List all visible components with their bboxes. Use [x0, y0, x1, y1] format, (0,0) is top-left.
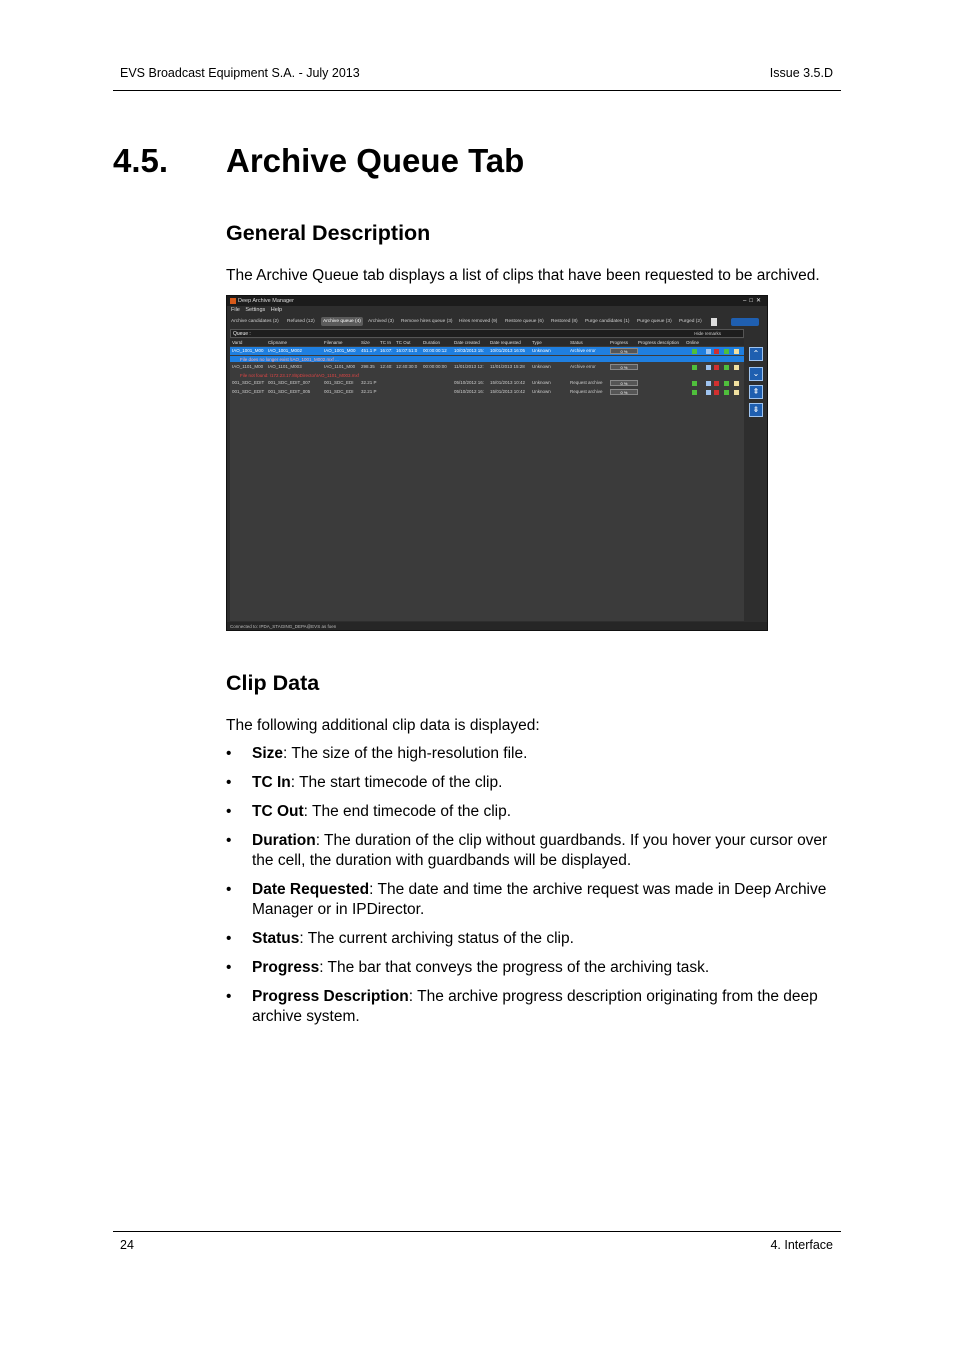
tab-item[interactable]: Purged (2) — [679, 319, 702, 324]
table-row[interactable] — [230, 363, 744, 371]
section-number: 4.5. — [113, 142, 169, 179]
column-header[interactable]: Online — [686, 340, 700, 345]
table-cell: 11/01/2013 12: — [454, 364, 484, 369]
table-row[interactable] — [230, 388, 744, 396]
page-header-left: EVS Broadcast Equipment S.A. - July 2013 — [120, 66, 360, 80]
window-title: Deep Archive Manager — [238, 297, 294, 304]
column-header[interactable]: Duration — [423, 340, 441, 345]
tab-item[interactable]: Restored (8) — [551, 319, 578, 324]
bullet-dot: • — [226, 803, 232, 820]
note-icon[interactable] — [734, 381, 739, 386]
clipdata-list — [226, 744, 831, 1036]
column-header[interactable]: VarId — [232, 340, 243, 345]
window-controls-icon[interactable]: –□✕ — [743, 298, 764, 304]
table-cell: Request archive — [570, 389, 603, 394]
section-title: Archive Queue Tab — [226, 142, 525, 179]
clipdata-desc: : The archive progress description originating from the deep archive system. — [252, 988, 818, 1025]
clipdata-item — [226, 880, 831, 920]
clipdata-desc: : The end timecode of the clip. — [303, 803, 512, 820]
tab-item[interactable]: Archive candidates (2) — [231, 319, 279, 324]
table-cell: 00:00:00:12 — [423, 348, 447, 353]
clipdata-desc: : The bar that conveys the progress of the archiving task. — [319, 959, 710, 976]
general-heading: General Description — [226, 221, 431, 245]
edit-icon[interactable] — [706, 381, 711, 386]
cancel-icon[interactable] — [714, 381, 719, 386]
bullet-dot: • — [226, 930, 232, 947]
tab-item[interactable]: Archived (3) — [368, 319, 394, 324]
bullet-dot: • — [226, 832, 232, 849]
table-cell: Archive error — [570, 348, 596, 353]
progress-bar: 0 % — [610, 389, 638, 395]
table-cell: 05/10/2012 16: — [454, 389, 485, 394]
play-icon[interactable] — [724, 365, 729, 370]
page-header-right: Issue 3.5.D — [769, 66, 833, 80]
clipdata-item — [226, 744, 831, 764]
tab-item[interactable]: Archive queue (4) — [323, 319, 361, 324]
queue-bar — [230, 329, 744, 338]
clipdata-term: TC Out — [252, 803, 304, 820]
clipdata-term: Size — [252, 745, 284, 762]
table-cell: Unknown — [532, 389, 551, 394]
progress-bar: 0 % — [610, 348, 638, 354]
clipdata-item — [226, 929, 831, 949]
online-icon[interactable] — [692, 381, 697, 386]
online-icon[interactable] — [692, 349, 697, 354]
bullet-dot: • — [226, 988, 232, 1005]
column-header[interactable]: TC Out — [396, 340, 411, 345]
cancel-icon[interactable] — [714, 365, 719, 370]
general-text: The Archive Queue tab displays a list of clips that have been requested to be archived. — [226, 267, 820, 284]
clipdata-term: Status — [252, 930, 300, 947]
clipdata-desc: : The date and time the archive request was made in Deep Archive Manager or in IPDirector. — [252, 881, 827, 918]
table-cell: 12:40:30:0 — [396, 364, 418, 369]
clipdata-desc: : The current archiving status of the clip. — [299, 930, 574, 947]
status-bar — [227, 622, 767, 630]
app-logo-icon — [230, 298, 236, 304]
search-icon[interactable] — [711, 318, 717, 326]
clipdata-item — [226, 802, 831, 822]
table-cell: 451.1 P — [361, 348, 377, 353]
table-cell: IAO_1001_M00 — [324, 348, 356, 353]
column-header[interactable]: TC In — [380, 340, 392, 345]
table-cell: 001_SDC_EDIT — [232, 389, 265, 394]
edit-icon[interactable] — [706, 349, 711, 354]
table-row[interactable] — [230, 347, 744, 355]
table-cell: IAO_1101_M00 — [324, 364, 356, 369]
column-header[interactable]: Status — [570, 340, 583, 345]
bullet-dot: • — [226, 959, 232, 976]
table-cell: Archive error — [570, 364, 596, 369]
clipdata-item — [226, 831, 831, 871]
table-cell: IAO_1001_M002 — [268, 348, 303, 353]
window-titlebar — [227, 296, 767, 306]
table-cell: Unknown — [532, 380, 551, 385]
header-rule — [113, 90, 841, 91]
row-remark: File not found: \172.23.17.8\IpDirector\IAO_1101_M003.mxf — [240, 372, 359, 378]
table-cell: 12:40: — [380, 364, 393, 369]
clipdata-term: TC In — [252, 774, 291, 791]
page-number: 24 — [120, 1238, 134, 1252]
refresh-button[interactable] — [731, 318, 759, 326]
table-row[interactable] — [230, 372, 744, 378]
move-top-icon[interactable]: ⇞ — [749, 385, 763, 399]
play-icon[interactable] — [724, 381, 729, 386]
clipdata-term: Duration — [252, 832, 316, 849]
table-cell: 10/01/2013 16:05 — [490, 348, 526, 353]
table-row[interactable] — [230, 356, 744, 362]
note-icon[interactable] — [734, 365, 739, 370]
edit-icon[interactable] — [706, 390, 711, 395]
queue-grid — [230, 339, 744, 621]
table-cell: 00:00:00:00 — [423, 364, 447, 369]
table-cell: 001_SDC_EDIT_005 — [268, 389, 311, 394]
row-remark: File does no longer exist \IAO_1001_M002.mxf ... — [240, 356, 339, 362]
column-header[interactable]: Clipname — [268, 340, 288, 345]
status-text: Connected to: IPDA_STAGING_DEPA@EVS as foen — [230, 623, 337, 629]
online-icon[interactable] — [692, 365, 697, 370]
clipdata-item — [226, 773, 831, 793]
table-row[interactable] — [230, 379, 744, 387]
bullet-dot: • — [226, 881, 232, 898]
table-cell: IAO_1001_M00 — [232, 348, 264, 353]
play-icon[interactable] — [724, 349, 729, 354]
cancel-icon[interactable] — [714, 349, 719, 354]
progress-bar: 0 % — [610, 364, 638, 370]
table-cell: Request archive — [570, 380, 603, 385]
column-header[interactable]: Date created — [454, 340, 480, 345]
column-header[interactable]: Type — [532, 340, 542, 345]
clipdata-desc: : The size of the high-resolution file. — [283, 745, 528, 762]
table-cell: 05/10/2012 16: — [454, 380, 485, 385]
table-cell: 11/01/2013 15:28 — [490, 364, 525, 369]
table-cell: 001_SDC_EDIT_007 — [268, 380, 311, 385]
table-cell: 15/01/2013 10:42 — [490, 389, 526, 394]
side-toolbar — [747, 329, 765, 621]
table-cell: 001_SDC_EDIT — [232, 380, 265, 385]
tab-item[interactable]: Restore queue (6) — [505, 319, 544, 324]
menu-bar[interactable]: File Settings Help — [231, 307, 283, 313]
play-icon[interactable] — [724, 390, 729, 395]
tab-bar[interactable] — [229, 317, 765, 327]
move-down-icon[interactable]: ⌄ — [749, 367, 763, 381]
table-cell: 10/03/2013 15: — [454, 348, 485, 353]
tab-item[interactable]: Remove hires queue (3) — [401, 319, 453, 324]
clipdata-desc: : The duration of the clip without guardbands. If you hover your cursor over the cell, the duration with guardbands will be displayed. — [252, 832, 828, 869]
table-cell: 32.21 P — [361, 380, 377, 385]
tab-item[interactable]: Purge queue (3) — [637, 319, 672, 324]
table-cell: 15/01/2013 10:42 — [490, 380, 526, 385]
online-icon[interactable] — [692, 390, 697, 395]
table-cell: 16:07: — [380, 348, 393, 353]
cancel-icon[interactable] — [714, 390, 719, 395]
move-bottom-icon[interactable]: ⇟ — [749, 403, 763, 417]
table-cell: 32.21 P — [361, 389, 377, 394]
chapter-name: 4. Interface — [770, 1238, 833, 1252]
hide-remarks-toggle[interactable]: Hide remarks — [694, 331, 721, 336]
table-cell: IAO_1101_M00 — [232, 364, 264, 369]
clipdata-term: Date Requested — [252, 881, 370, 898]
table-cell: Unknown — [532, 364, 551, 369]
app-screenshot — [226, 295, 768, 631]
queue-label: Queue : — [233, 331, 251, 337]
move-up-icon[interactable]: ⌃ — [749, 347, 763, 361]
bullet-dot: • — [226, 774, 232, 791]
column-header[interactable]: Progress description — [638, 340, 680, 345]
tab-item[interactable]: Hires removed (9) — [459, 319, 498, 324]
grid-column-header — [230, 339, 744, 346]
clipdata-intro: The following additional clip data is displayed: — [226, 717, 540, 734]
clipdata-desc: : The start timecode of the clip. — [290, 774, 503, 791]
table-cell: 001_SDC_EDI — [324, 389, 354, 394]
progress-bar: 0 % — [610, 380, 638, 386]
table-cell: 001_SDC_EDI — [324, 380, 354, 385]
clipdata-term: Progress — [252, 959, 320, 976]
bullet-dot: • — [226, 745, 232, 762]
note-icon[interactable] — [734, 390, 739, 395]
clipdata-term: Progress Description — [252, 988, 409, 1005]
clipdata-item — [226, 958, 831, 978]
clipdata-item — [226, 987, 831, 1027]
table-cell: 298.35 — [361, 364, 375, 369]
edit-icon[interactable] — [706, 365, 711, 370]
column-header[interactable]: Size — [361, 340, 370, 345]
note-icon[interactable] — [734, 349, 739, 354]
table-cell: Unknown — [532, 348, 551, 353]
column-header[interactable]: Progress — [610, 340, 629, 345]
column-header[interactable]: Filename — [324, 340, 343, 345]
clipdata-heading: Clip Data — [226, 671, 320, 695]
table-cell: 16:07:51:0 — [396, 348, 418, 353]
column-header[interactable]: Date requested — [490, 340, 521, 345]
tab-item[interactable]: Purge candidates (1) — [585, 319, 630, 324]
footer-rule — [113, 1231, 841, 1232]
tab-item[interactable]: Refused (12) — [287, 319, 315, 324]
table-cell: IAO_1101_M003 — [268, 364, 302, 369]
